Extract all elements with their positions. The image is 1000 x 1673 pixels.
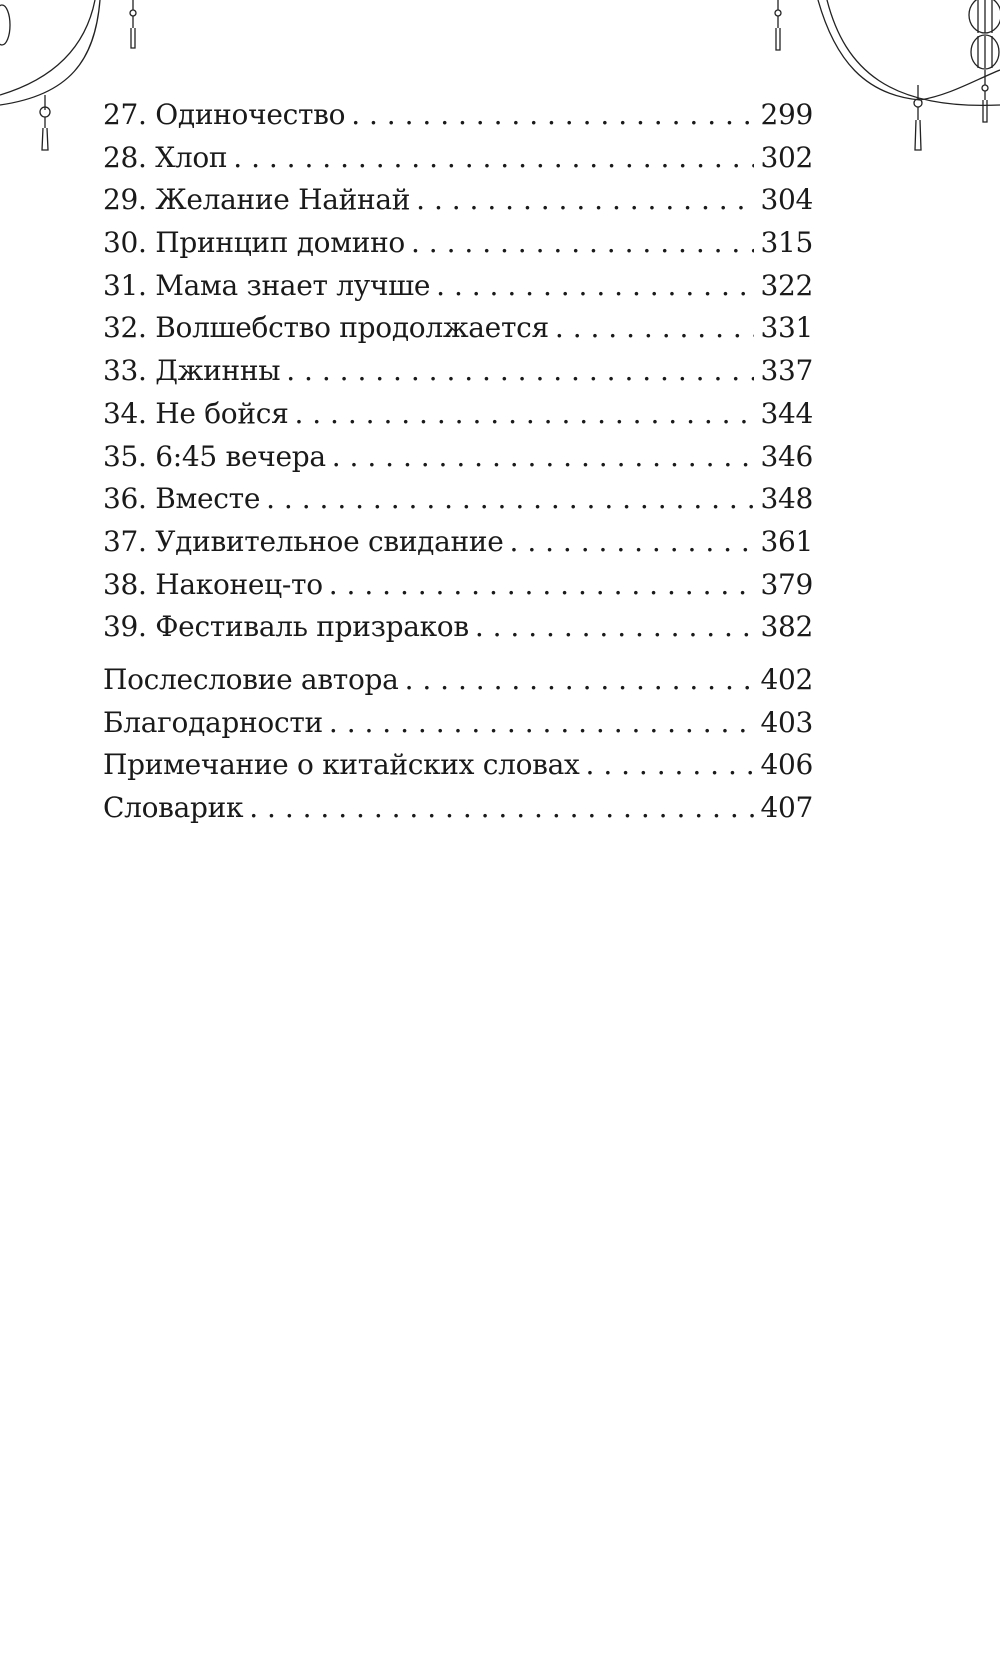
entry-title: 29. Желание Найнай: [103, 183, 411, 217]
toc-entry: [103, 706, 813, 749]
entry-page-number: 299: [760, 98, 813, 131]
toc-entry: [103, 663, 813, 706]
dot-leader: [266, 482, 754, 515]
entry-title: 39. Фестиваль призраков: [103, 610, 469, 644]
entry-page-number: 322: [760, 268, 813, 302]
toc-entry: [103, 440, 813, 483]
entry-title: 33. Джинны: [103, 354, 281, 388]
entry-title: 36. Вместе: [103, 482, 261, 516]
entry-title: 35. 6:45 вечера: [103, 439, 326, 473]
entry-page-number: 406: [760, 748, 813, 782]
dot-leader: [329, 568, 755, 601]
dot-leader: [475, 610, 755, 643]
entry-page-number: 407: [760, 791, 813, 824]
toc-entry: [103, 748, 813, 791]
dot-leader: [332, 440, 755, 473]
entry-title: Послесловие автора: [103, 662, 399, 696]
dot-leader: [329, 706, 755, 739]
entry-title: 27. Одиночество: [103, 98, 346, 131]
entry-page-number: 331: [760, 311, 813, 345]
dot-leader: [286, 354, 754, 387]
dot-leader: [351, 98, 754, 131]
dot-leader: [510, 525, 755, 558]
entry-title: 31. Мама знает лучше: [103, 268, 431, 302]
entry-page-number: 361: [760, 524, 813, 558]
entry-page-number: 302: [760, 140, 813, 174]
toc-entry: [103, 269, 813, 312]
entry-title: 32. Волшебство продолжается: [103, 311, 549, 345]
entry-title: Благодарности: [103, 705, 323, 739]
dot-leader: [555, 311, 755, 344]
dot-leader: [294, 397, 754, 430]
entry-page-number: 379: [760, 567, 813, 601]
back-matter-list: [103, 663, 813, 834]
dot-leader: [411, 226, 754, 259]
entry-page-number: 315: [760, 226, 813, 260]
toc-entry: [103, 226, 813, 269]
toc-entry: [103, 354, 813, 397]
toc-entry: [103, 141, 813, 184]
entry-page-number: 344: [760, 396, 813, 430]
entry-title: 38. Наконец-то: [103, 567, 323, 601]
entry-title: 37. Удивительное свидание: [103, 524, 504, 558]
dot-leader: [416, 183, 754, 216]
toc-entry: [103, 791, 813, 834]
table-of-contents: [103, 98, 813, 834]
toc-entry: [103, 568, 813, 611]
dot-leader: [233, 141, 754, 174]
chapter-list: [103, 98, 813, 653]
entry-page-number: 402: [760, 662, 813, 696]
toc-entry: [103, 610, 813, 653]
dot-leader: [586, 748, 755, 781]
entry-title: 34. Не бойся: [103, 396, 289, 430]
entry-title: Примечание о китайских словах: [103, 748, 580, 782]
dot-leader: [405, 663, 755, 696]
entry-page-number: 403: [760, 705, 813, 739]
toc-entry: [103, 525, 813, 568]
entry-title: 28. Хлоп: [103, 140, 228, 174]
entry-page-number: 346: [760, 439, 813, 473]
dot-leader: [436, 269, 754, 302]
toc-entry: [103, 482, 813, 525]
toc-entry: [103, 98, 813, 141]
entry-title: 30. Принцип домино: [103, 226, 405, 260]
entry-page-number: 348: [760, 482, 813, 516]
entry-page-number: 382: [760, 610, 813, 644]
toc-entry: [103, 311, 813, 354]
dot-leader: [249, 791, 754, 824]
entry-page-number: 304: [760, 183, 813, 217]
toc-entry: [103, 397, 813, 440]
toc-entry: [103, 183, 813, 226]
entry-page-number: 337: [760, 354, 813, 388]
entry-title: Словарик: [103, 791, 244, 824]
